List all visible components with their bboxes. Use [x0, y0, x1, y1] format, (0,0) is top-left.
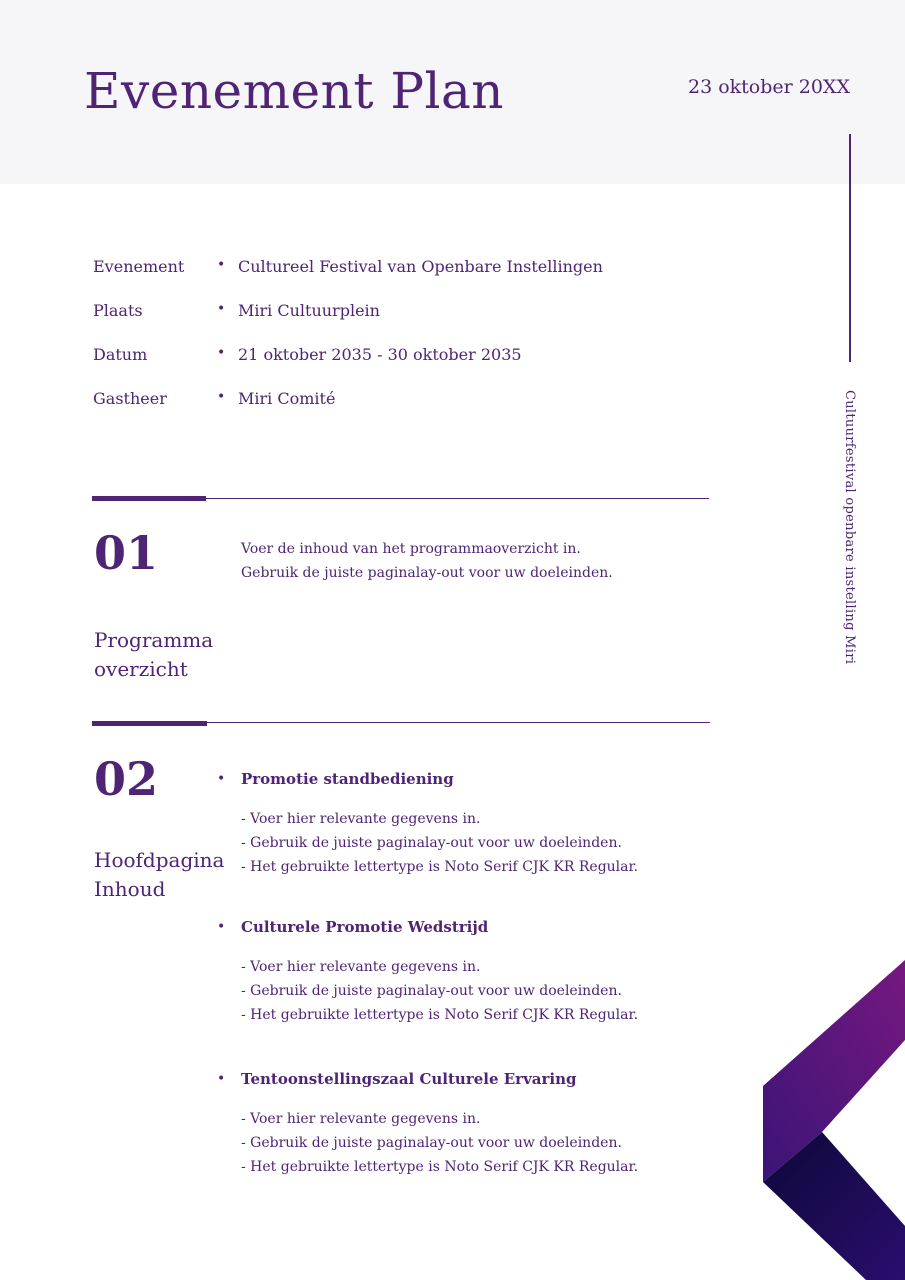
- item-line: - Gebruik de juiste paginalay-out voor uw doeleinden.: [241, 1135, 622, 1151]
- section2-title: Hoofdpagina Inhoud: [94, 848, 225, 901]
- item-lines: [241, 1107, 638, 1179]
- item-line: - Gebruik de juiste paginalay-out voor uw doeleinden.: [241, 835, 622, 851]
- bullet-icon: •: [217, 301, 226, 317]
- item-line: - Voer hier relevante gegevens in.: [241, 959, 481, 975]
- item-lines: [241, 807, 638, 879]
- info-value: Miri Comité: [238, 389, 336, 408]
- header-date: 23 oktober 20XX: [687, 76, 850, 98]
- section2-rule-thick: [92, 721, 207, 726]
- section2-rule-thin: [207, 722, 710, 723]
- page-title: Evenement Plan: [84, 62, 504, 120]
- item-heading: Promotie standbediening: [241, 770, 454, 788]
- section1-line: Gebruik de juiste paginalay-out voor uw doeleinden.: [241, 565, 613, 581]
- item-line: - Voer hier relevante gegevens in.: [241, 1111, 481, 1127]
- bullet-icon: •: [217, 919, 226, 935]
- item-line: - Voer hier relevante gegevens in.: [241, 811, 481, 827]
- bullet-icon: •: [217, 257, 226, 273]
- item-heading: Tentoonstellingszaal Culturele Ervaring: [241, 1070, 577, 1088]
- item-line: - Gebruik de juiste paginalay-out voor uw doeleinden.: [241, 983, 622, 999]
- item-line: - Het gebruikte lettertype is Noto Serif CJK KR Regular.: [241, 1159, 639, 1175]
- section1-rule-thick: [92, 496, 206, 501]
- section1-rule-thin: [206, 498, 709, 499]
- section1-title: Programma overzicht: [94, 628, 214, 681]
- info-value: Cultureel Festival van Openbare Instellingen: [238, 257, 603, 276]
- bullet-icon: •: [217, 389, 226, 405]
- item-heading: Culturele Promotie Wedstrijd: [241, 918, 489, 936]
- info-value: 21 oktober 2035 - 30 oktober 2035: [238, 345, 522, 364]
- side-vertical-line: [849, 134, 851, 362]
- info-label: Evenement: [93, 257, 185, 276]
- bullet-icon: •: [217, 1071, 226, 1087]
- section2-number: 02: [94, 752, 159, 806]
- item-lines: [241, 955, 638, 1027]
- section1-line: Voer de inhoud van het programmaoverzicht in.: [241, 541, 581, 557]
- section1-text: [241, 537, 613, 585]
- info-value: Miri Cultuurplein: [238, 301, 380, 320]
- section1-number: 01: [94, 526, 159, 580]
- side-vertical-text: Cultuurfestival openbare instelling Miri: [842, 390, 857, 665]
- decorative-ribbon: [760, 960, 905, 1280]
- bullet-icon: •: [217, 771, 226, 787]
- info-label: Datum: [93, 345, 148, 364]
- info-label: Plaats: [93, 301, 143, 320]
- item-line: - Het gebruikte lettertype is Noto Serif CJK KR Regular.: [241, 1007, 639, 1023]
- item-line: - Het gebruikte lettertype is Noto Serif CJK KR Regular.: [241, 859, 639, 875]
- info-label: Gastheer: [93, 389, 167, 408]
- bullet-icon: •: [217, 345, 226, 361]
